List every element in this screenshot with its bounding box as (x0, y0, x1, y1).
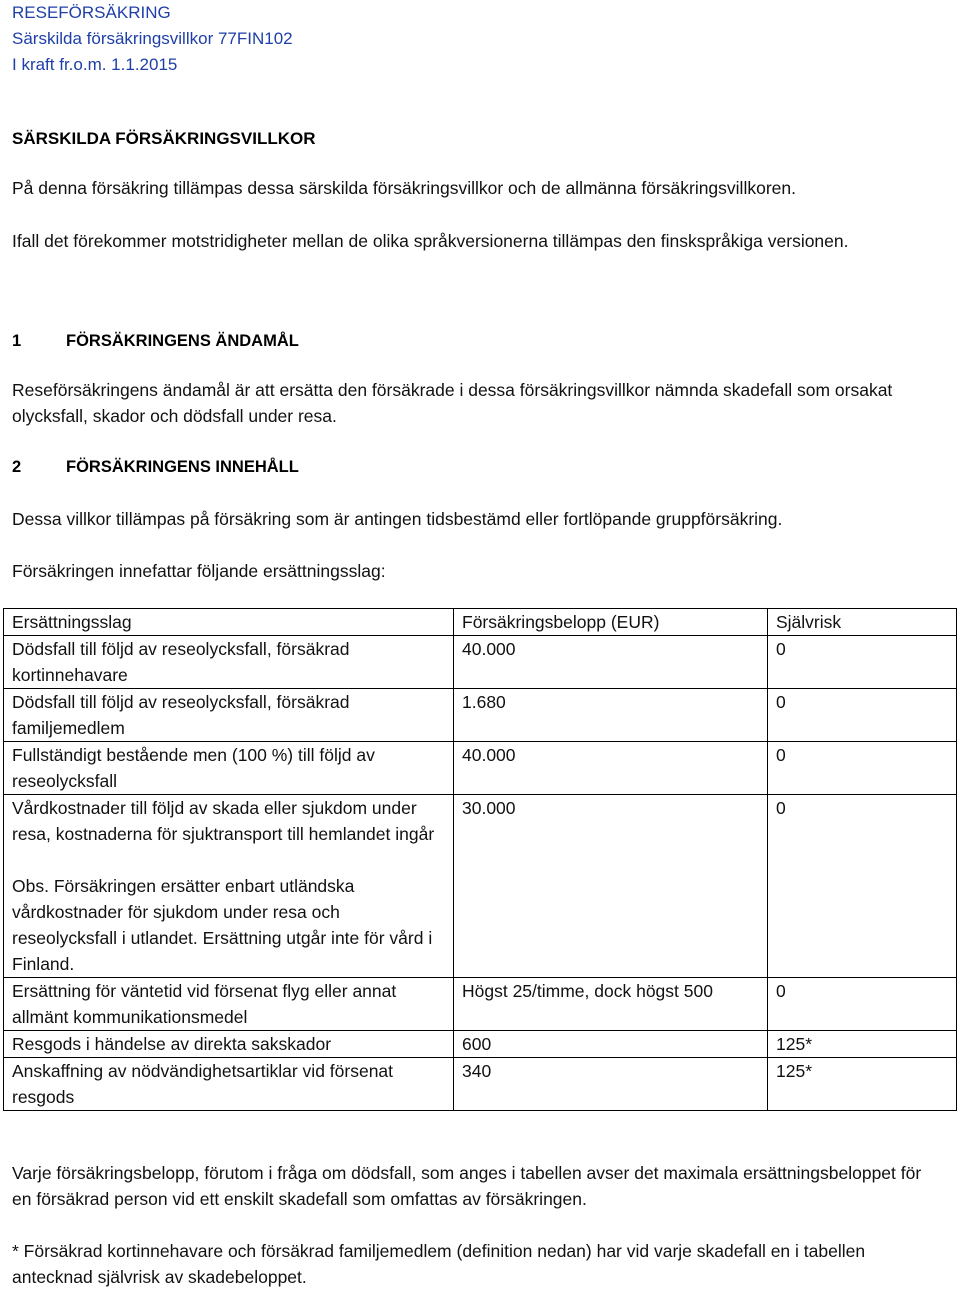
table-row (4, 689, 957, 742)
table-header-cell: Försäkringsbelopp (EUR) (454, 609, 768, 636)
table-cell: Dödsfall till följd av reseolycksfall, försäkrad kortinnehavare (4, 636, 454, 689)
doc-header-subtitle: Särskilda försäkringsvillkor 77FIN102 (12, 29, 293, 48)
doc-header-validity: I kraft fr.o.m. 1.1.2015 (12, 55, 178, 74)
table-cell-spacer (12, 847, 447, 873)
section-number: 1 (12, 332, 22, 350)
table-cell: 40.000 (454, 742, 768, 795)
table-header-cell: Självrisk (768, 609, 957, 636)
table-row (4, 978, 957, 1031)
table-cell: Fullständigt bestående men (100 %) till följd av reseolycksfall (4, 742, 454, 795)
insurance-table (3, 608, 957, 1111)
table-cell: 600 (454, 1031, 768, 1058)
document-title: SÄRSKILDA FÖRSÄKRINGSVILLKOR (12, 129, 316, 148)
table-cell: 0 (768, 795, 957, 978)
intro-paragraph-2: Ifall det förekommer motstridigheter mellan de olika språkversionerna tillämpas den finskspråkiga versionen. (12, 231, 849, 251)
section-1-text: Reseförsäkringens ändamål är att ersätta den försäkrade i dessa försäkringsvillkor nämnda skadefall som orsakat olycksfall, skador och dödsfall under resa. (12, 380, 893, 426)
table-cell-text: Vårdkostnader till följd av skada eller sjukdom under resa, kostnaderna för sjuktransport till hemlandet ingår (12, 798, 435, 844)
table-row (4, 636, 957, 689)
table-cell: Resgods i händelse av direkta sakskador (4, 1031, 454, 1058)
table-row (4, 742, 957, 795)
table-cell: 0 (768, 742, 957, 795)
table-cell: Högst 25/timme, dock högst 500 (454, 978, 768, 1031)
table-cell: Anskaffning av nödvändighetsartiklar vid försenat resgods (4, 1058, 454, 1111)
table-cell: 0 (768, 689, 957, 742)
section-title: FÖRSÄKRINGENS ÄNDAMÅL (66, 332, 299, 350)
table-row (4, 795, 957, 978)
section-2-text-2: Försäkringen innefattar följande ersättningsslag: (12, 561, 386, 581)
intro-paragraph-1: På denna försäkring tillämpas dessa särskilda försäkringsvillkor och de allmänna försäkringsvillkoren. (12, 178, 796, 198)
section-1-heading (12, 328, 299, 354)
table-row (4, 1031, 957, 1058)
table-row (4, 1058, 957, 1111)
table-cell: 125* (768, 1031, 957, 1058)
table-cell: 340 (454, 1058, 768, 1111)
table-cell: Dödsfall till följd av reseolycksfall, försäkrad familjemedlem (4, 689, 454, 742)
table-cell: 30.000 (454, 795, 768, 978)
section-title: FÖRSÄKRINGENS INNEHÅLL (66, 458, 299, 476)
table-cell: 1.680 (454, 689, 768, 742)
table-cell: 0 (768, 978, 957, 1031)
table-cell: 0 (768, 636, 957, 689)
table-cell: 40.000 (454, 636, 768, 689)
table-header-cell: Ersättningsslag (4, 609, 454, 636)
doc-header-title: RESEFÖRSÄKRING (12, 3, 171, 22)
table-cell: Ersättning för väntetid vid försenat flyg eller annat allmänt kommunikationsmedel (4, 978, 454, 1031)
section-2-text: Dessa villkor tillämpas på försäkring som är antingen tidsbestämd eller fortlöpande gruppförsäkring. (12, 509, 783, 529)
table-header-row (4, 609, 957, 636)
table-cell-note: Obs. Försäkringen ersätter enbart utländska vårdkostnader för sjukdom under resa och reseolycksfall i utlandet. Ersättning utgår inte för vård i Finland. (12, 876, 433, 974)
table-cell (4, 795, 454, 978)
section-2-heading (12, 454, 299, 480)
section-number: 2 (12, 458, 22, 476)
footer-note-2: * Försäkrad kortinnehavare och försäkrad familjemedlem (definition nedan) har vid varje skadefall en i tabellen antecknad självrisk av skadebeloppet. (12, 1241, 866, 1287)
table-cell: 125* (768, 1058, 957, 1111)
footer-note-1: Varje försäkringsbelopp, förutom i fråga om dödsfall, som anges i tabellen avser det maximala ersättningsbeloppet för en försäkrad person vid ett enskilt skadefall som omfattas av försäkringen. (12, 1163, 922, 1209)
